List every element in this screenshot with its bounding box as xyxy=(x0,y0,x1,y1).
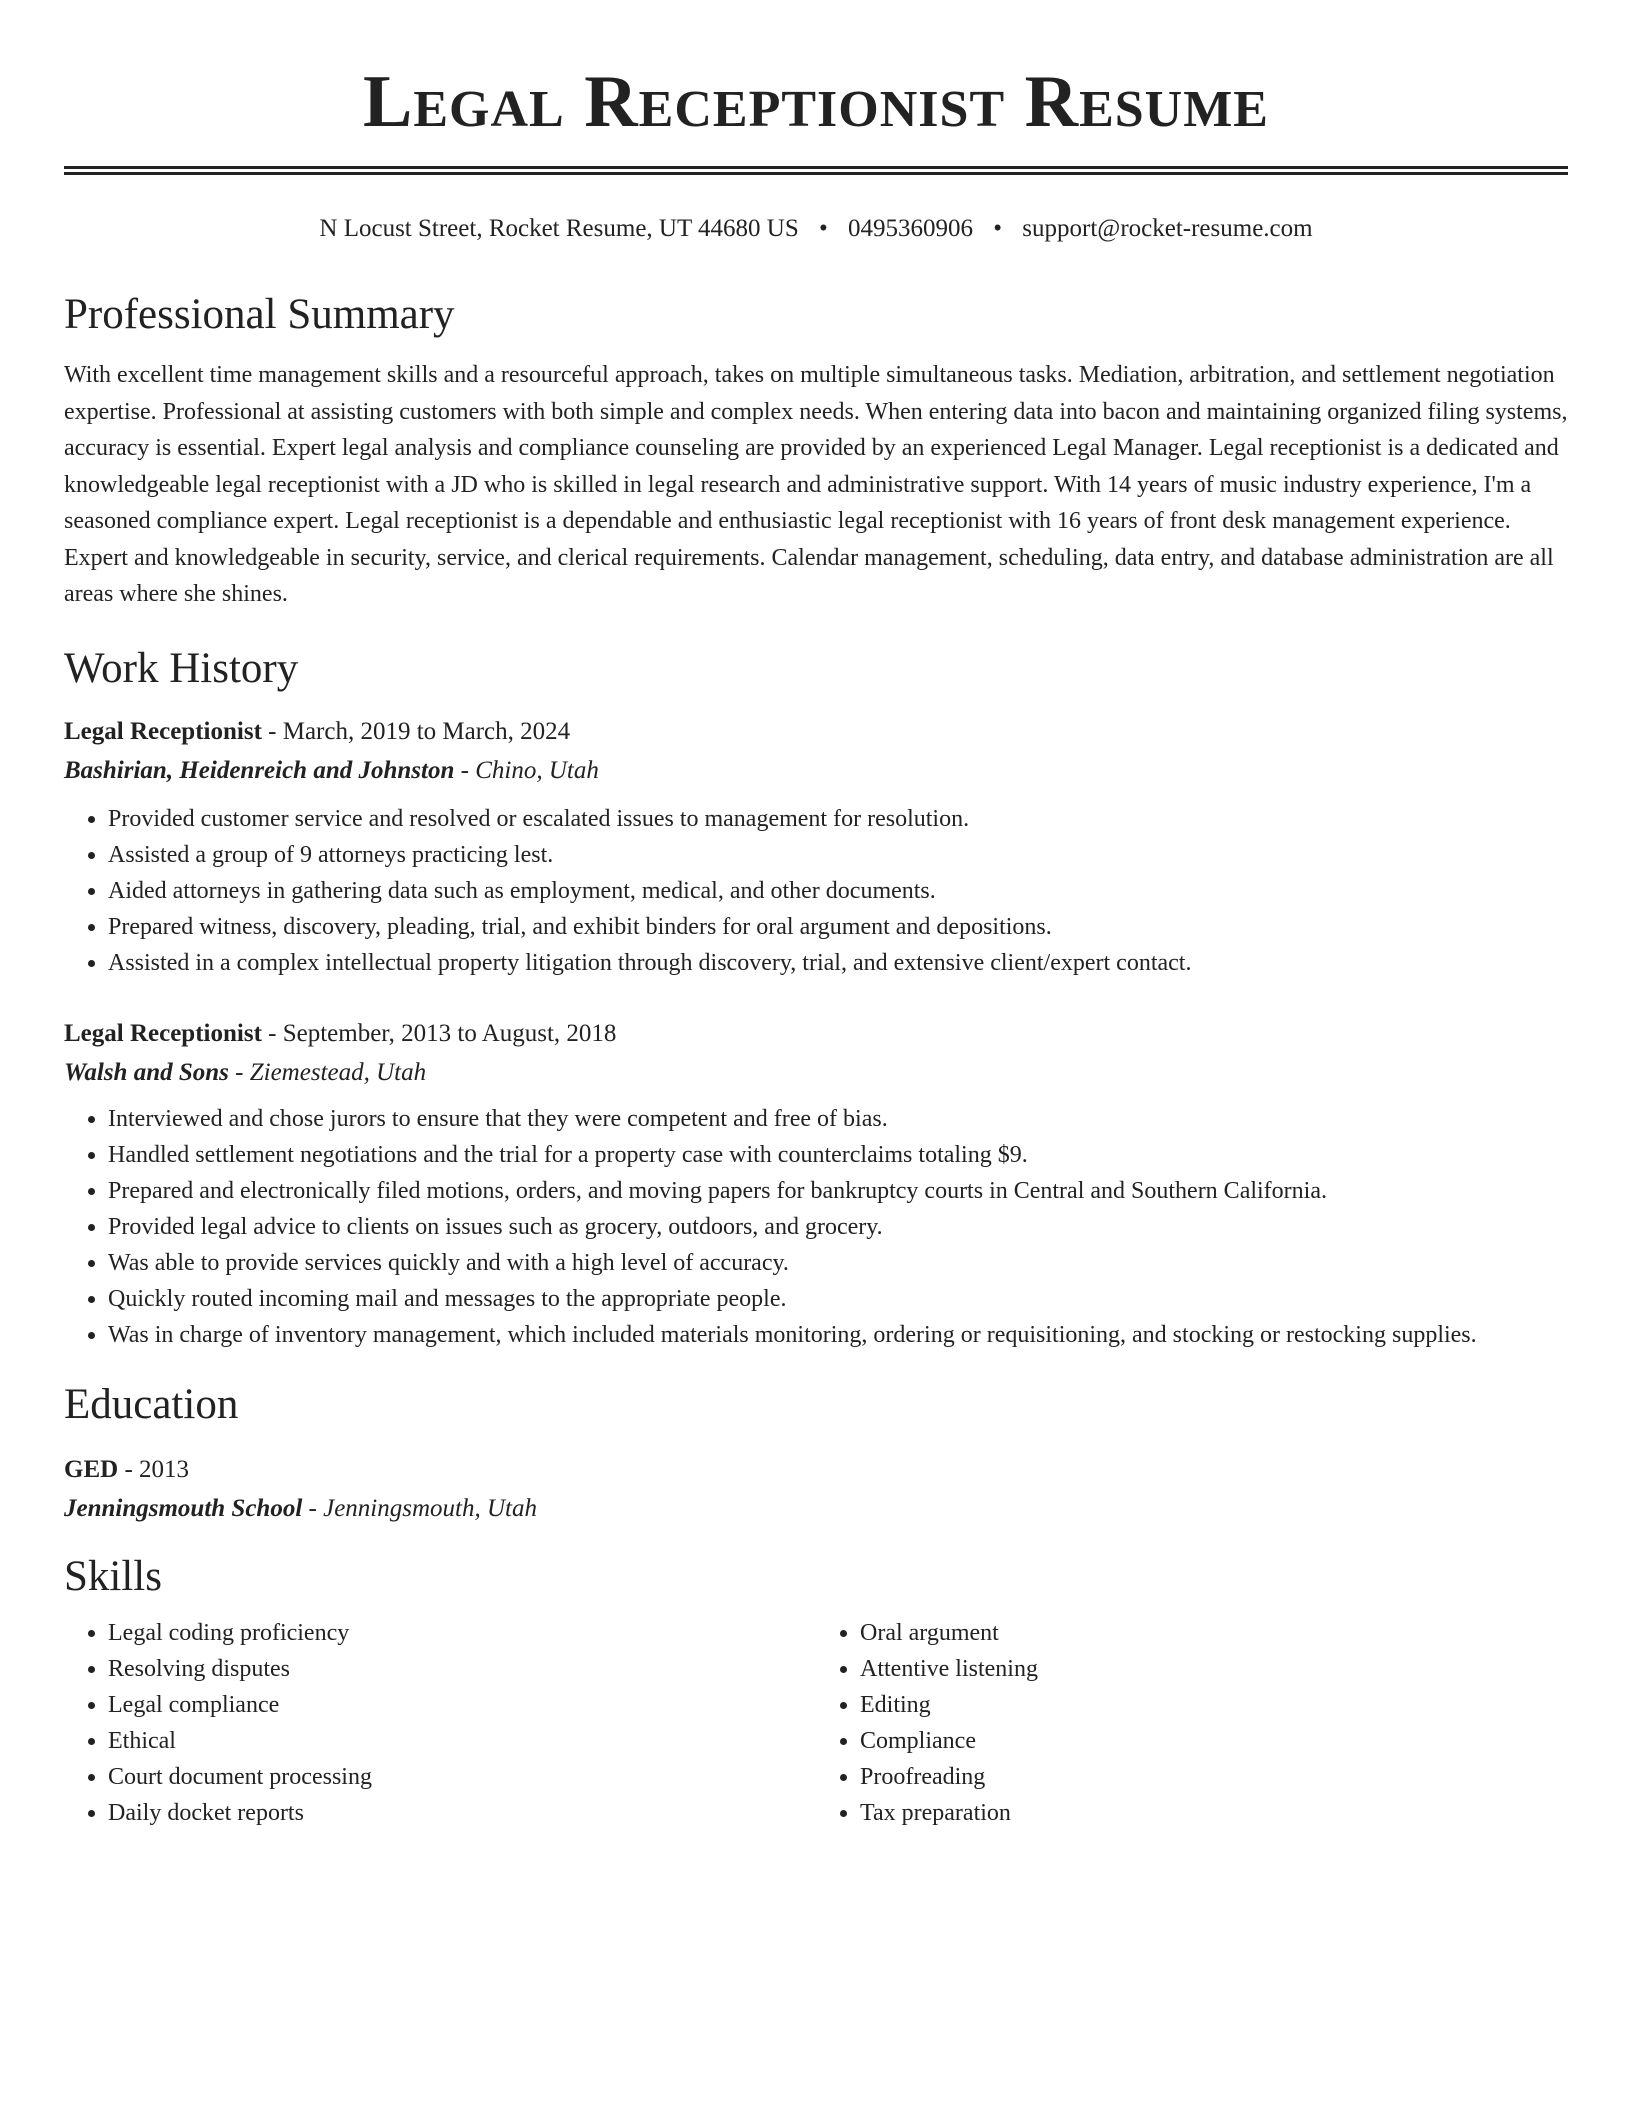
resume-title: Legal Receptionist Resume xyxy=(363,61,1269,143)
job-duties-list xyxy=(64,1101,1568,1353)
education-degree: GED xyxy=(64,1455,119,1483)
list-item: • Resolving disputes xyxy=(108,1651,816,1687)
summary-heading: Professional Summary xyxy=(64,291,455,338)
list-item: • Ethical xyxy=(108,1723,816,1759)
job-duties-list xyxy=(64,801,1568,981)
job-company: Walsh and Sons xyxy=(64,1058,229,1086)
job-location: - Chino, Utah xyxy=(454,756,599,784)
job-role: Legal Receptionist xyxy=(64,1019,262,1047)
list-item: • Was in charge of inventory management, which included materials monitoring, ordering or requisitioning, and stocking or restocking supplies. xyxy=(108,1317,1568,1353)
summary-text: With excellent time management skills and a resourceful approach, takes on multiple simultaneous tasks. Mediation, arbitration, and settlement negotiation expertise. Professional at assisting customers with both simple and complex needs. When entering data into bacon and maintaining organized filing systems, accuracy is essential. Expert legal analysis and compliance counseling are provided by an experienced Legal Manager. Legal receptionist is a dedicated and knowledgeable legal receptionist with a JD who is skilled in legal research and administrative support. With 14 years of music industry experience, I'm a seasoned compliance expert. Legal receptionist is a dependable and enthusiastic legal receptionist with 16 years of front desk management experience. Expert and knowledgeable in security, service, and clerical requirements. Calendar management, scheduling, data entry, and database administration are all areas where she shines. xyxy=(64,362,1568,607)
list-item: • Assisted in a complex intellectual property litigation through discovery, trial, and extensive client/expert contact. xyxy=(108,945,1568,981)
contact-phone: 0495360906 xyxy=(848,215,974,242)
job-entry xyxy=(64,1015,1568,1353)
list-item: • Editing xyxy=(860,1687,1568,1723)
contact-line xyxy=(64,213,1568,245)
job-role: Legal Receptionist xyxy=(64,717,262,745)
education-school-line xyxy=(64,1489,1568,1529)
list-item: • Handled settlement negotiations and the trial for a property case with counterclaims totaling $9. xyxy=(108,1137,1568,1173)
list-item: • Prepared witness, discovery, pleading, trial, and exhibit binders for oral argument and depositions. xyxy=(108,909,1568,945)
contact-separator: • xyxy=(993,215,1003,242)
list-item: • Prepared and electronically filed motions, orders, and moving papers for bankruptcy courts in Central and Southern California. xyxy=(108,1173,1568,1209)
list-item: • Provided legal advice to clients on issues such as grocery, outdoors, and grocery. xyxy=(108,1209,1568,1245)
job-entry xyxy=(64,713,1568,981)
list-item: • Legal compliance xyxy=(108,1687,816,1723)
job-header xyxy=(64,713,1568,751)
job-dates: - March, 2019 to March, 2024 xyxy=(261,717,571,745)
list-item: • Oral argument xyxy=(860,1615,1568,1651)
list-item: • Aided attorneys in gathering data such as employment, medical, and other documents. xyxy=(108,873,1568,909)
title-divider xyxy=(64,166,1568,175)
list-item: • Legal coding proficiency xyxy=(108,1615,816,1651)
list-item: • Quickly routed incoming mail and messages to the appropriate people. xyxy=(108,1281,1568,1317)
job-company-line xyxy=(64,751,1568,791)
skills-list-left xyxy=(64,1615,816,1831)
list-item: • Court document processing xyxy=(108,1759,816,1795)
list-item: • Attentive listening xyxy=(860,1651,1568,1687)
skills-list-right xyxy=(816,1615,1568,1831)
contact-email: support@rocket-resume.com xyxy=(1022,215,1313,242)
job-location: - Ziemestead, Utah xyxy=(228,1058,427,1086)
list-item: • Tax preparation xyxy=(860,1795,1568,1831)
skills-heading: Skills xyxy=(64,1552,162,1600)
education-entry xyxy=(64,1451,1568,1529)
list-item: • Compliance xyxy=(860,1723,1568,1759)
education-location: - Jenningsmouth, Utah xyxy=(302,1494,537,1522)
job-company: Bashirian, Heidenreich and Johnston xyxy=(64,756,455,784)
education-heading: Education xyxy=(64,1380,239,1428)
work-history-heading: Work History xyxy=(64,644,299,692)
contact-address: N Locust Street, Rocket Resume, UT 44680 US xyxy=(319,215,799,242)
education-school: Jenningsmouth School xyxy=(64,1494,303,1522)
job-dates: - September, 2013 to August, 2018 xyxy=(261,1019,617,1047)
list-item: • Assisted a group of 9 attorneys practicing lest. xyxy=(108,837,1568,873)
list-item: • Daily docket reports xyxy=(108,1795,816,1831)
contact-separator: • xyxy=(819,215,828,242)
list-item: • Was able to provide services quickly and with a high level of accuracy. xyxy=(108,1245,1568,1281)
list-item: • Provided customer service and resolved or escalated issues to management for resolution. xyxy=(108,801,1568,837)
education-year: - 2013 xyxy=(118,1455,190,1483)
skills-columns xyxy=(64,1615,1568,1831)
list-item: • Interviewed and chose jurors to ensure that they were competent and free of bias. xyxy=(108,1101,1568,1137)
job-company-line xyxy=(64,1053,1568,1093)
education-header xyxy=(64,1451,1568,1489)
list-item: • Proofreading xyxy=(860,1759,1568,1795)
job-header xyxy=(64,1015,1568,1053)
